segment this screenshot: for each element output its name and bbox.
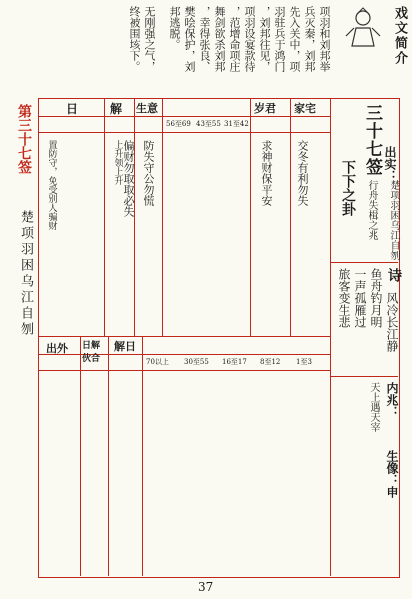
interp-label: 内兆： bbox=[385, 382, 399, 418]
top-text-2: 上升领上升 bbox=[112, 140, 123, 185]
bottom-header-chuwai: 出外 bbox=[46, 342, 68, 355]
age-b-5: 1至3 bbox=[296, 358, 312, 366]
sign-number: 三十七签 bbox=[362, 104, 382, 176]
top-text-6: 求神财保平安 bbox=[260, 140, 273, 206]
left-sign-title: 第三十七签 bbox=[16, 104, 32, 174]
sign-story: 楚项羽困乌江自刎 bbox=[388, 180, 399, 260]
top-header-jiazhai: 家宅 bbox=[294, 102, 316, 115]
age-range-3: 31至42 bbox=[224, 120, 249, 128]
age-b-2: 30至55 bbox=[184, 358, 209, 366]
sign-grade-label: 出实： bbox=[383, 146, 397, 182]
poem-line-3: 一声孤雁过 bbox=[353, 268, 367, 328]
sign-grade: 下下之卦 bbox=[340, 160, 356, 216]
poem-label: 诗 bbox=[386, 268, 402, 282]
header-figure bbox=[340, 6, 386, 50]
top-text-4: 偏财勿取取必失 bbox=[122, 140, 135, 217]
age-b-3: 16至17 bbox=[222, 358, 247, 366]
age-range-1: 56至69 bbox=[166, 120, 191, 128]
intro-text: 项羽和刘邦举 兵灭秦，刘邦 先入关中，项 羽驻兵于鸿门 ，刘邦往见， 项羽设宴款待 ，范增命项庄 舞剑欲杀刘邦 ，幸得张良、 樊哙保护，刘 邦逃脱。 无刚强之气， 终被围垓下。 bbox=[128, 6, 331, 72]
poem-line-4: 旅客变生悲 bbox=[337, 268, 351, 328]
interp-sub: 生像：申 bbox=[385, 450, 399, 498]
top-header-suijun: 岁君 bbox=[254, 102, 276, 115]
top-text-3: 防失守公勿慌 bbox=[142, 140, 155, 206]
bottom-header-huohe: 日解伙合 bbox=[82, 341, 101, 364]
age-range-2: 43至55 bbox=[196, 120, 221, 128]
top-header-shengyi: 生意 bbox=[136, 102, 158, 115]
page-number: 37 bbox=[198, 580, 214, 594]
bottom-header-jieri: 解日 bbox=[114, 340, 136, 353]
sign-subtitle: 行舟失楫之兆 bbox=[366, 180, 377, 240]
top-header-day: 日 bbox=[66, 102, 79, 116]
top-text-5: 交冬有利勿失 bbox=[296, 140, 309, 206]
age-b-1: 70以上 bbox=[146, 358, 169, 366]
left-sign-story: 楚项羽困乌江自刎 bbox=[18, 210, 33, 338]
top-header-jie: 解 bbox=[110, 102, 123, 116]
header-title: 戏文简介 bbox=[392, 6, 407, 66]
age-b-4: 8至12 bbox=[260, 358, 281, 366]
poem-line-1: 风冷长江静 bbox=[385, 292, 399, 352]
poem-line-2: 鱼舟钓月明 bbox=[369, 268, 383, 328]
interp-text: 天上遇天宰 bbox=[368, 382, 379, 432]
top-text-1: 置防守，免受别人骗财 bbox=[46, 140, 57, 230]
